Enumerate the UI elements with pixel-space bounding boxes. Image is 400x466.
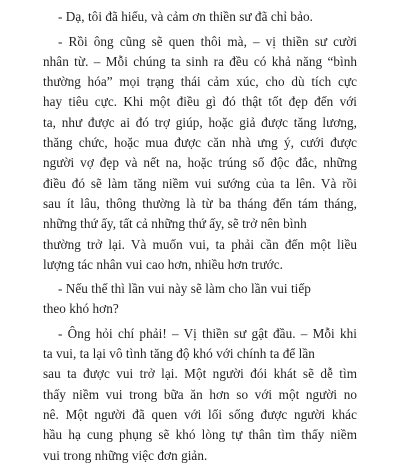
text-line: thăng chức, hoặc mua được căn nhà ưng ý, cưới được	[43, 135, 357, 151]
text-line: những thứ ấy, tất cả những thứ ấy, sẽ trở nên bình	[43, 216, 307, 232]
text-line	[0, 0, 400, 3]
text-line: ta vui, ta lại vô tình tăng độ khó với chính ta để lần	[43, 346, 315, 362]
text-line: - Nếu thế thì lần vui này sẽ làm cho lần vui tiếp	[58, 281, 311, 297]
text-line: hầu hạ cung phụng sẽ khó lòng tự thân tìm thấy niềm	[43, 427, 357, 443]
text-line: theo khó hơn?	[43, 301, 119, 317]
text-line: thấy niềm vui trong bữa ăn hơn so với một người no	[43, 386, 357, 402]
text-line: - Ông hỏi chí phải! – Vị thiền sư gật đầu. – Mỗi khi	[58, 325, 357, 341]
text-line: hay tiêu cực. Khi một điều gì đó thật tốt đẹp đến với	[43, 94, 357, 110]
text-line: sau ta được vui trở lại. Một người đói khát sẽ dễ tìm	[43, 366, 357, 382]
paragraph	[0, 279, 400, 320]
text-line: thường trở lại. Và muốn vui, ta phải cần đến một liều	[43, 236, 357, 252]
paragraph	[0, 32, 400, 276]
text-line: lượng tác nhân vui cao hơn, nhiều hơn trước.	[43, 256, 283, 272]
text-line: vui trong những việc đơn giản.	[43, 447, 208, 463]
text-line: ta, như được ai đó trợ giúp, hoặc giả được tăng lương,	[43, 114, 357, 130]
text-line: điều đó sẽ làm tăng niềm vui sướng của ta lên. Và rồi	[43, 175, 357, 191]
text-line: người vợ đẹp và nết na, hoặc trúng số độc đắc, những	[43, 155, 357, 171]
text-line: - Dạ, tôi đã hiểu, và cảm ơn thiền sư đã chỉ bảo.	[58, 9, 313, 25]
text-line: thường hóa” mọi trạng thái cảm xúc, cho dù tích cực	[43, 74, 357, 90]
text-line: nê. Một người đã quen với lối sống được người khác	[43, 406, 357, 422]
text-line: nhân từ. – Mỗi chúng ta sinh ra đều có khả năng “bình	[43, 53, 357, 69]
paragraph	[0, 7, 400, 27]
paragraph	[0, 324, 400, 466]
text-line: sau ít lâu, thông thường là từ ba tháng đến tám tháng,	[43, 195, 357, 211]
text-line: - Rồi ông cũng sẽ quen thôi mà, – vị thiền sư cười	[58, 33, 357, 49]
paragraph	[0, 0, 400, 3]
